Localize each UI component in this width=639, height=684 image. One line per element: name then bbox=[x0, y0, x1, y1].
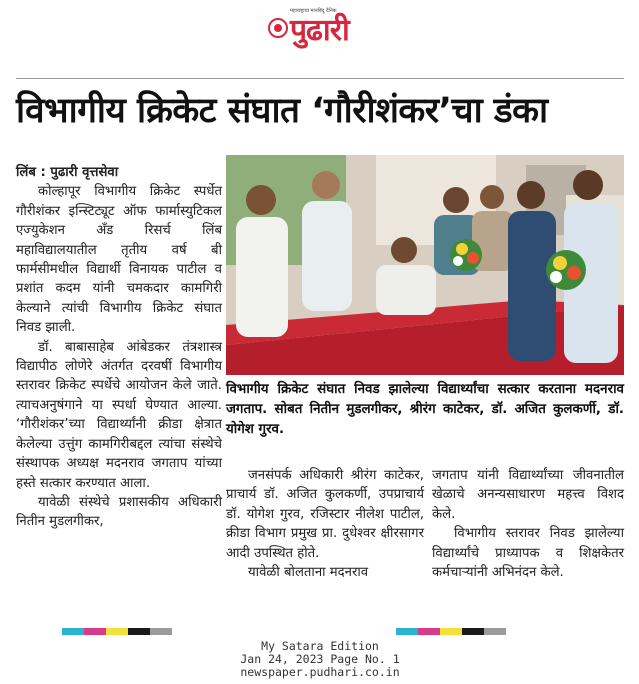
swatch-yellow bbox=[106, 628, 128, 635]
masthead-tagline: महाराष्ट्राचा मानबिंदू दैनिक bbox=[290, 8, 337, 14]
article-paragraph: जनसंपर्क अधिकारी श्रीरंग काटेकर, प्राचार्य डॉ. अजित कुलकर्णी, उपप्राचार्य डॉ. योगेश गुरव, रजिस्टार नीलेश पाटील, क्रीडा विभाग प्रमुख प्रा. दुधेश्वर क्षीरसागर आदी उपस्थित होते. bbox=[226, 468, 424, 561]
article-column-1 bbox=[16, 163, 222, 532]
masthead-logo bbox=[268, 8, 372, 54]
article-paragraph: यावेळी संस्थेचे प्रशासकीय अधिकारी नितीन मुडलगीकर, bbox=[16, 494, 222, 530]
swatch-magenta bbox=[418, 628, 440, 635]
masthead-logo-text: पुढारी bbox=[290, 13, 349, 48]
article-headline: विभागीय क्रिकेट संघात ‘गौरीशंकर’चा डंका bbox=[16, 91, 548, 131]
news-photo-illustration bbox=[226, 155, 624, 375]
article-paragraph: जगताप यांनी विद्यार्थ्यांच्या जीवनातील खेळाचे अनन्यसाधारण महत्त्व विशद केले. bbox=[432, 468, 624, 522]
swatch-cyan bbox=[396, 628, 418, 635]
article-paragraph: यावेळी बोलताना मदनराव bbox=[248, 565, 369, 581]
photo-caption: विभागीय क्रिकेट संघात निवड झालेल्या विद्यार्थ्यांचा सत्कार करताना मदनराव जगताप. सोबत नितीन मुडलगीकर, श्रीरंग काटेकर, डॉ. अजित कुलकर्णी, डॉ. योगेश गुरव. bbox=[226, 382, 624, 437]
article-paragraph: डॉ. बाबासाहेब आंबेडकर तंत्रशास्त्र विद्यापीठ लोणेरे अंतर्गत दरवर्षी विभागीय स्तरावर क्रिकेट स्पर्धेचे आयोजन केले जाते. त्याचअनुषंगाने या स्पर्धा घेण्यात आल्या. ‘गौरीशंकर’च्या विद्यार्थ्यांनी क्रीडा क्षेत्रात केलेल्या उत्तुंग कामगिरीबद्दल त्यांचा संस्थेचे संस्थापक अध्यक्ष मदनराव जगताप यांच्या हस्ते सत्कार करण्यात आला. bbox=[16, 339, 222, 491]
news-photo bbox=[226, 155, 624, 375]
swatch-yellow bbox=[440, 628, 462, 635]
swatch-black bbox=[462, 628, 484, 635]
swatch-cyan bbox=[62, 628, 84, 635]
swatch-magenta bbox=[84, 628, 106, 635]
color-swatches-left bbox=[62, 628, 172, 635]
header-rule bbox=[16, 78, 624, 79]
swatch-gray bbox=[150, 628, 172, 635]
swatch-black bbox=[128, 628, 150, 635]
color-swatches-right bbox=[396, 628, 506, 635]
article-paragraph: कोल्हापूर विभागीय क्रिकेट स्पर्धेत गौरीशंकर इन्स्टिट्यूट ऑफ फार्मास्युटिकल एज्युकेशन अँड रिसर्च लिंब महाविद्यालयातील तृतीय वर्ष बी फार्मसीमधील विद्यार्थी विनायक पाटील व प्रशांत कदम यांनी चमकदार कामगिरी केल्याने त्यांची विभागीय क्रिकेट संघात निवड झाली. bbox=[16, 184, 222, 336]
logo-emblem-icon bbox=[268, 18, 288, 38]
article-column-3 bbox=[432, 466, 624, 582]
edition-site-link[interactable]: newspaper.pudhari.co.in bbox=[240, 665, 400, 679]
edition-name: My Satara Edition bbox=[261, 639, 379, 653]
edition-date-page: Jan 24, 2023 Page No. 1 bbox=[240, 652, 400, 666]
article-column-2 bbox=[226, 466, 424, 582]
article-paragraph: विभागीय स्तरावर निवड झालेल्या विद्यार्थ्यांचे प्राध्यापक व शिक्षकेतर कर्मचाऱ्यांनी अभिनंदन केले. bbox=[432, 526, 624, 581]
swatch-gray bbox=[484, 628, 506, 635]
article-dateline: लिंब : पुढारी वृत्तसेवा bbox=[16, 165, 119, 180]
edition-footer bbox=[200, 640, 440, 679]
